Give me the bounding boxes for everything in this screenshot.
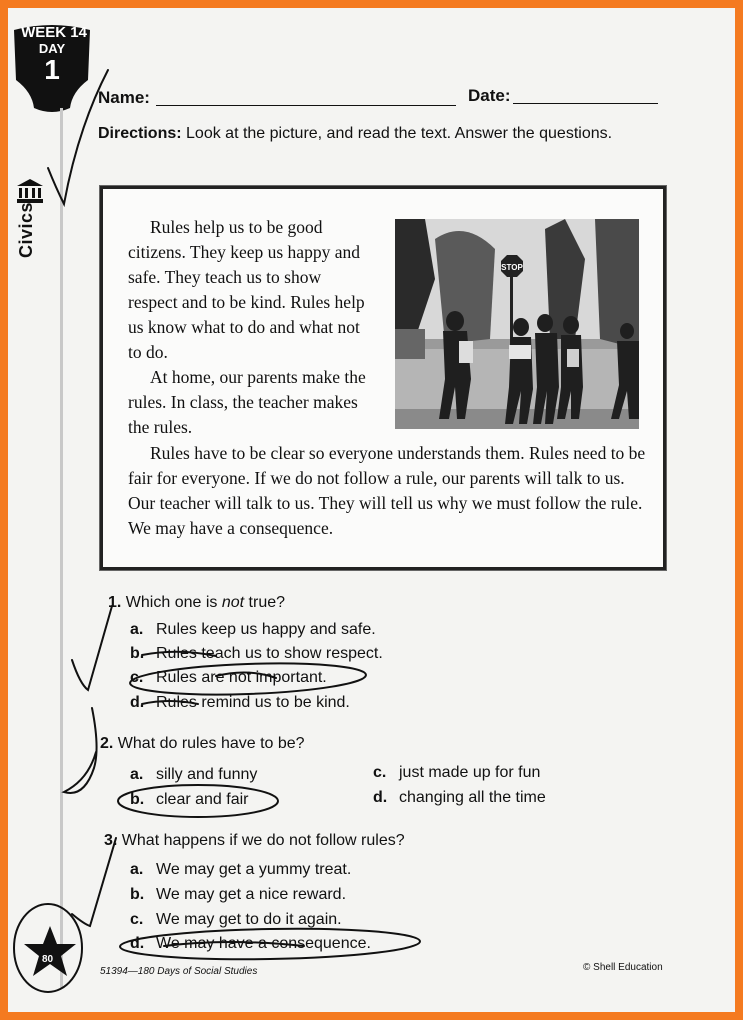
q2-option-b[interactable] bbox=[130, 791, 249, 809]
name-label: Name: bbox=[98, 88, 150, 107]
q2-option-a[interactable] bbox=[130, 766, 257, 784]
week-label: WEEK 14 bbox=[21, 24, 87, 41]
subject-label: Civics bbox=[16, 201, 36, 258]
question-2-number: 2. bbox=[100, 735, 114, 752]
option-letter: a. bbox=[130, 861, 144, 878]
q1-option-d[interactable] bbox=[130, 694, 350, 712]
option-letter: c. bbox=[130, 911, 144, 928]
question-1-prompt-em: not bbox=[221, 594, 245, 611]
option-text: Rules are not important. bbox=[156, 669, 327, 686]
question-2-prompt: What do rules have to be? bbox=[117, 735, 305, 752]
option-letter: d. bbox=[373, 789, 388, 806]
option-text: We may get a yummy treat. bbox=[156, 861, 352, 878]
children-crossing-photo bbox=[395, 219, 639, 429]
option-text: Rules teach us to show respect. bbox=[156, 645, 383, 662]
option-letter: b. bbox=[130, 791, 145, 808]
q1-option-b[interactable] bbox=[130, 645, 383, 663]
name-field[interactable] bbox=[156, 105, 456, 106]
option-text: changing all the time bbox=[399, 789, 546, 806]
option-letter: c. bbox=[130, 669, 144, 686]
q3-option-b[interactable] bbox=[130, 886, 346, 904]
option-text: Rules keep us happy and safe. bbox=[156, 621, 376, 638]
q1-option-c[interactable] bbox=[130, 669, 327, 687]
question-1-number: 1. bbox=[108, 594, 122, 611]
option-text: clear and fair bbox=[156, 791, 249, 808]
question-3-number: 3. bbox=[104, 832, 118, 849]
page-number: 80 bbox=[42, 954, 54, 965]
stop-sign-text: STOP bbox=[501, 263, 523, 272]
option-text: We may have a consequence. bbox=[156, 935, 371, 952]
page-number-star-icon bbox=[22, 924, 78, 980]
directions-label: Directions: bbox=[98, 125, 182, 142]
passage-paragraph-2: At home, our parents make the rules. In class, the teacher makes the rules. bbox=[128, 367, 366, 437]
question-1 bbox=[108, 594, 285, 612]
sidebar-rule bbox=[60, 108, 63, 988]
question-2 bbox=[100, 735, 305, 753]
question-3 bbox=[104, 832, 405, 850]
book-title: 51394—180 Days of Social Studies bbox=[100, 966, 258, 977]
q2-option-c[interactable] bbox=[373, 764, 540, 782]
day-number: 1 bbox=[44, 54, 60, 85]
q3-option-c[interactable] bbox=[130, 911, 342, 929]
day-label: DAY bbox=[38, 41, 66, 56]
question-1-prompt-before: Which one is bbox=[125, 594, 222, 611]
passage-paragraph-3: Rules have to be clear so everyone understands them. Rules need to be fair for everyone. If we do not follow a rule, our parents will talk to us. Our teacher will talk to us. They will tell us why we must follow the rule. We may have a consequence. bbox=[128, 443, 646, 538]
date-label: Date: bbox=[468, 86, 511, 105]
option-text: just made up for fun bbox=[399, 764, 541, 781]
building-columns-icon bbox=[16, 178, 44, 204]
q2-option-d[interactable] bbox=[373, 789, 546, 807]
q1-option-a[interactable] bbox=[130, 621, 376, 639]
option-letter: a. bbox=[130, 621, 144, 638]
question-1-prompt-after: true? bbox=[244, 594, 286, 611]
option-letter: a. bbox=[130, 766, 144, 783]
reading-passage bbox=[100, 186, 666, 570]
question-3-prompt: What happens if we do not follow rules? bbox=[121, 832, 405, 849]
option-text: We may get a nice reward. bbox=[156, 886, 347, 903]
worksheet-page bbox=[8, 8, 735, 1012]
q3-option-d[interactable] bbox=[130, 935, 371, 953]
option-letter: c. bbox=[373, 764, 387, 781]
option-text: We may get to do it again. bbox=[156, 911, 342, 928]
option-letter: d. bbox=[130, 694, 145, 711]
directions-text: Look at the picture, and read the text. Answer the questions. bbox=[181, 125, 613, 142]
publisher: © Shell Education bbox=[583, 962, 663, 973]
date-field[interactable] bbox=[513, 103, 658, 104]
passage-paragraph-1: Rules help us to be good citizens. They keep us happy and safe. They teach us to show respect and to be kind. Rules help us know what to do and what not to do. bbox=[128, 217, 365, 362]
option-letter: d. bbox=[130, 935, 145, 952]
option-letter: b. bbox=[130, 886, 145, 903]
option-letter: b. bbox=[130, 645, 145, 662]
option-text: Rules remind us to be kind. bbox=[156, 694, 350, 711]
q3-option-a[interactable] bbox=[130, 861, 351, 879]
option-text: silly and funny bbox=[156, 766, 258, 783]
directions bbox=[98, 121, 618, 146]
